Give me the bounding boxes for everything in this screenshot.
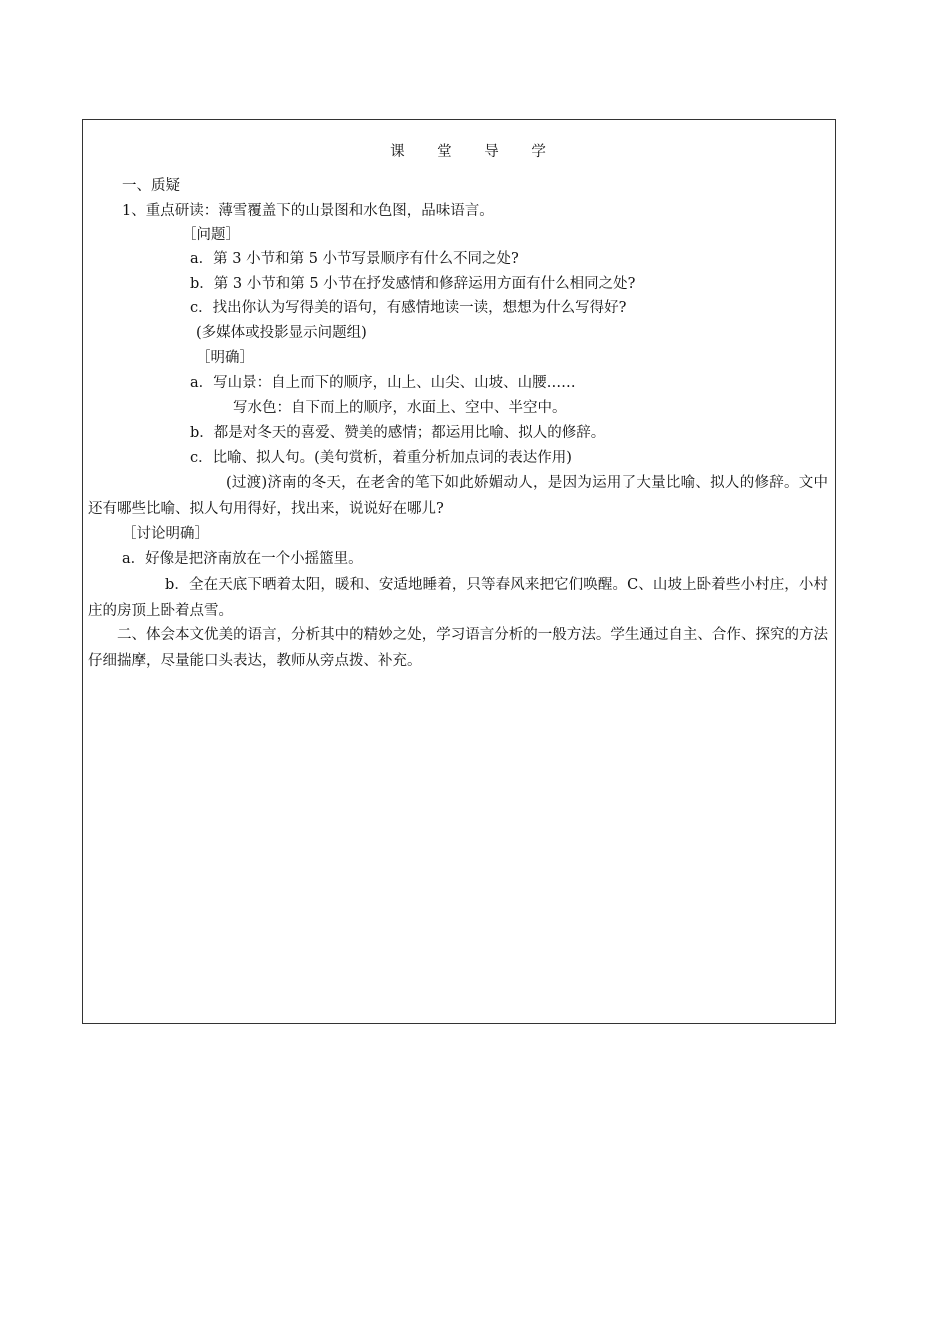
question-tag: ［问题］ [182,227,240,243]
question-b: b．第 3 小节和第 5 小节在抒发感情和修辞运用方面有什么相同之处? [190,276,636,292]
discuss-bc-paragraph: b．全在天底下晒着太阳，暖和、安适地睡着，只等春风来把它们唤醒。C、山坡上卧着些小村庄，小村庄的房顶上卧着点雪。 [88,577,828,619]
answer-a-line1: a．写山景：自上而下的顺序，山上、山尖、山坡、山腰…… [190,375,576,391]
transition-paragraph: (过渡)济南的冬天，在老舍的笔下如此娇媚动人，是因为运用了大量比喻、拟人的修辞。文中还有哪些比喻、拟人句用得好，找出来，说说好在哪儿? [88,475,828,517]
page-title: 课 堂 导 学 [390,144,560,160]
answer-c: c．比喻、拟人句。(美句赏析，着重分析加点词的表达作用) [190,450,572,466]
discuss-a: a．好像是把济南放在一个小摇篮里。 [122,551,363,567]
section1-heading: 一、质疑 [122,178,180,194]
media-note: (多媒体或投影显示问题组) [196,325,367,341]
question-c: c．找出你认为写得美的语句，有感情地读一读，想想为什么写得好? [190,300,627,316]
discuss-tag: ［讨论明确］ [122,526,209,542]
answer-a-line2: 写水色：自下而上的顺序，水面上、空中、半空中。 [233,400,567,416]
section2-paragraph: 二、体会本文优美的语言，分析其中的精妙之处，学习语言分析的一般方法。学生通过自主、合作、探究的方法仔细揣摩，尽量能口头表达，教师从旁点拨、补充。 [88,627,828,669]
focus-reading: 1、重点研读：薄雪覆盖下的山景图和水色图，品味语言。 [122,203,494,219]
answer-b: b．都是对冬天的喜爱、赞美的感情；都运用比喻、拟人的修辞。 [190,425,606,441]
question-a: a．第 3 小节和第 5 小节写景顺序有什么不同之处? [190,251,519,267]
clarify-tag: ［明确］ [196,350,254,366]
